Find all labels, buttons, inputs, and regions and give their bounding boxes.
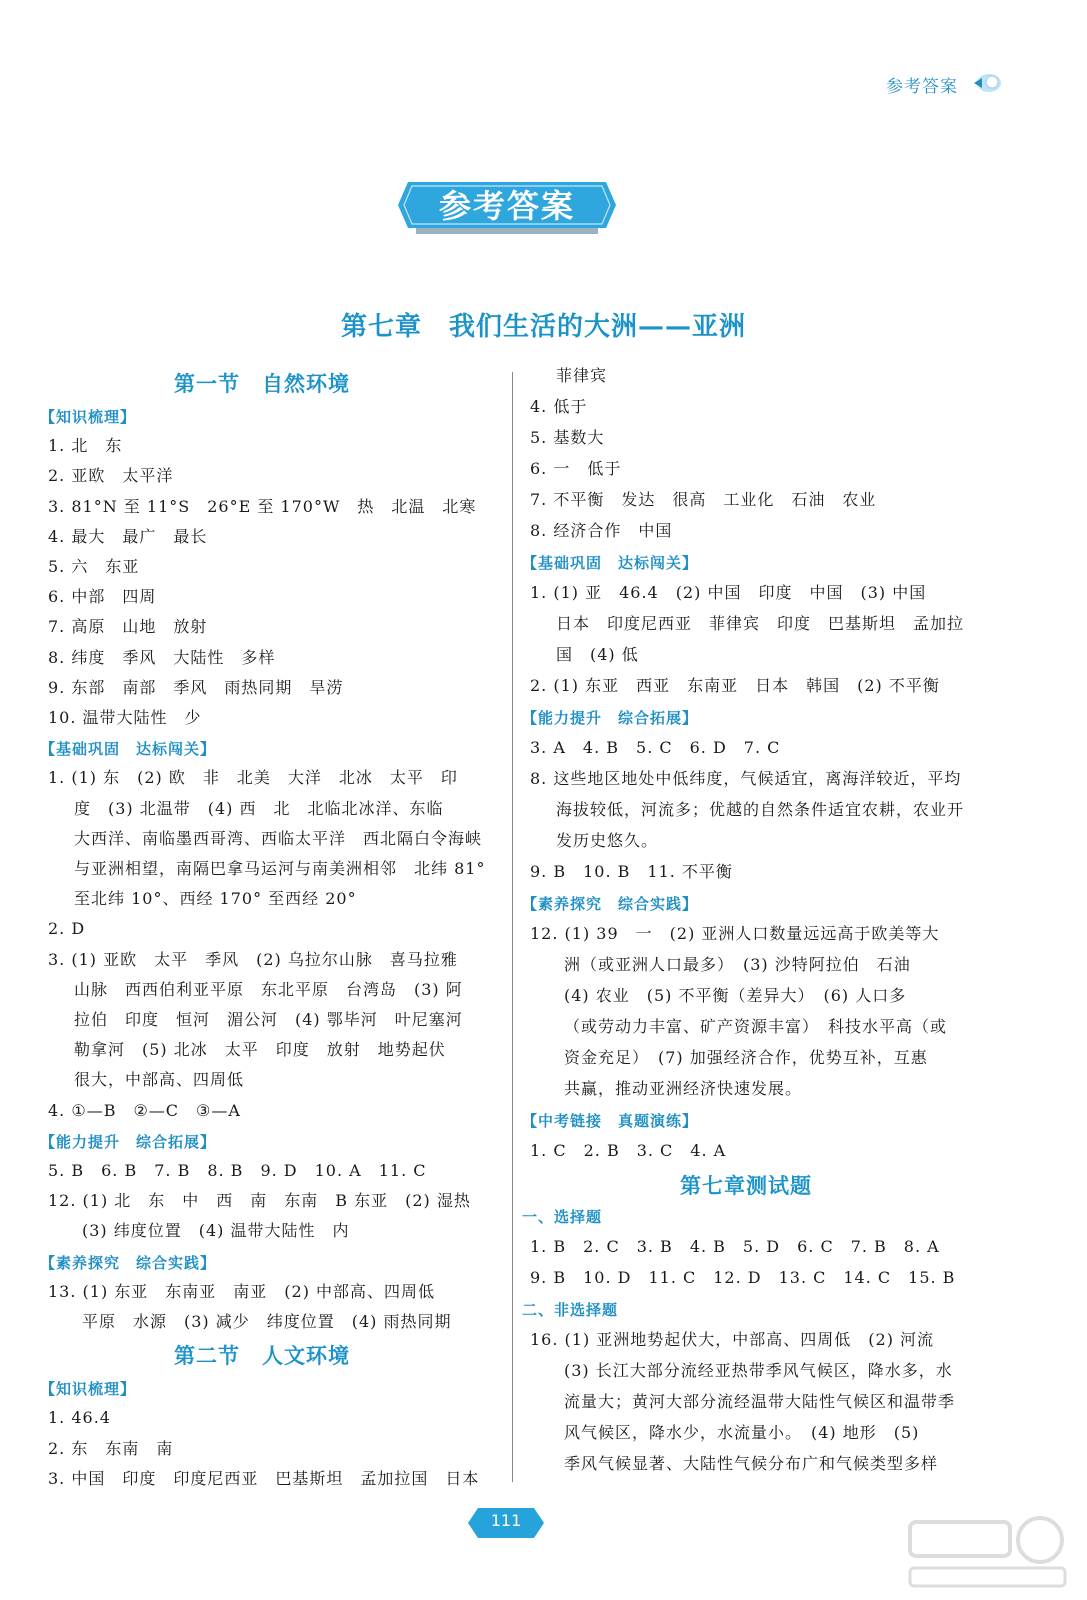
answer-line: 9. 东部 南部 季风 雨热同期 旱涝 (48, 677, 344, 697)
exercise-tag: 【基础巩固 达标闯关】 (40, 740, 217, 759)
answer-line: 5. B 6. B 7. B 8. B 9. D 10. A 11. C (48, 1161, 427, 1180)
answer-line: 3. A 4. B 5. C 6. D 7. C (530, 738, 781, 757)
answer-line: 8. 经济合作 中国 (530, 521, 673, 540)
chapter-title: 第七章 我们生活的大洲——亚洲 (340, 312, 746, 342)
banner-title: 参考答案 (438, 187, 575, 225)
answer-line: 5. 基数大 (530, 428, 605, 447)
answer-line: 与亚洲相望，南隔巴拿马运河与南美洲相邻 北纬 81° (74, 859, 486, 878)
book-decoration-icon (972, 72, 1002, 94)
answer-line: 7. 高原 山地 放射 (48, 617, 208, 637)
answer-line: 国 (4) 低 (556, 645, 639, 664)
answer-line: 资金充足） (7) 加强经济合作，优势互补，互惠 (564, 1048, 928, 1067)
answer-line: 12. (1) 北 东 中 西 南 东南 B 东亚 (2) 湿热 (48, 1191, 471, 1211)
answer-line: 7. 不平衡 发达 很高 工业化 石油 农业 (530, 490, 877, 509)
answer-line: 很大，中部高、四周低 (74, 1070, 245, 1090)
exercise-tag: 【能力提升 综合拓展】 (40, 1132, 217, 1151)
answer-line: 1. (1) 东 (2) 欧 非 北美 大洋 北冰 太平 印 (48, 768, 458, 788)
answer-line: 6. 中部 四周 (48, 587, 157, 607)
answer-line: 3. 中国 印度 印度尼西亚 巴基斯坦 孟加拉国 日本 (48, 1468, 480, 1488)
answer-line: 12. (1) 39 一 (2) 亚洲人口数量远远高于欧美等大 (530, 924, 940, 943)
answer-line: 风气候区，降水少，水流量小。 (4) 地形 (5) (564, 1423, 920, 1442)
exercise-tag: 【基础巩固 达标闯关】 (522, 554, 699, 572)
exercise-tag: 【素养探究 综合实践】 (40, 1253, 217, 1272)
answer-line: 1. C 2. B 3. C 4. A (530, 1141, 727, 1160)
section-heading: 第一节 自然环境 (174, 372, 350, 396)
answer-line: 度 (3) 北温带 (4) 西 北 北临北冰洋、东临 (74, 798, 444, 818)
answer-line: 1. B 2. C 3. B 4. B 5. D 6. C 7. B 8. A (530, 1237, 940, 1256)
answer-line: 6. 一 低于 (530, 459, 622, 478)
exercise-tag: 二、非选择题 (522, 1301, 619, 1319)
answer-line: 2. 亚欧 太平洋 (48, 466, 174, 486)
answer-line: 5. 六 东亚 (48, 557, 140, 576)
answer-line: 拉伯 印度 恒河 湄公河 (4) 鄂毕河 叶尼塞河 (74, 1010, 463, 1029)
answer-line: 4. 最大 最广 最长 (48, 526, 208, 546)
answer-line: 季风气候显著、大陆性气候分布广和气候类型多样 (564, 1454, 939, 1473)
answer-line: (3) 长江大部分流经亚热带季风气候区，降水多，水 (564, 1361, 953, 1380)
answer-line: 大西洋、南临墨西哥湾、西临太平洋 西北隔白令海峡 (74, 828, 483, 848)
answer-line: 2. 东 东南 南 (48, 1438, 174, 1458)
answer-line: （或劳动力丰富、矿产资源丰富） 科技水平高（或 (564, 1017, 948, 1036)
answer-line: 16. (1) 亚洲地势起伏大，中部高、四周低 (2) 河流 (530, 1330, 935, 1349)
answer-line: 10. 温带大陆性 少 (48, 708, 202, 727)
answer-line: 至北纬 10°、西经 170° 至西经 20° (74, 889, 357, 909)
exercise-tag: 【知识梳理】 (40, 1380, 137, 1399)
answer-line: 海拔较低，河流多；优越的自然条件适宜农耕，农业开 (556, 800, 965, 819)
answer-line: 洲（或亚洲人口最多） (3) 沙特阿拉伯 石油 (564, 955, 911, 974)
answer-line: 4. 低于 (530, 397, 588, 416)
exercise-tag: 【中考链接 真题演练】 (522, 1112, 699, 1130)
exercise-tag: 【能力提升 综合拓展】 (522, 709, 699, 727)
exercise-tag: 【素养探究 综合实践】 (522, 895, 699, 913)
answer-line: 共赢，推动亚洲经济快速发展。 (564, 1079, 803, 1098)
watermark-logo (900, 1512, 1070, 1592)
answer-line: 流量大；黄河大部分流经温带大陆性气候区和温带季 (564, 1392, 956, 1411)
answer-line: 1. 46.4 (48, 1408, 111, 1428)
exercise-tag: 一、选择题 (522, 1208, 603, 1226)
answer-line: 勒拿河 (5) 北冰 太平 印度 放射 地势起伏 (74, 1040, 446, 1060)
column-divider (512, 372, 513, 1482)
answer-line: 山脉 西西伯利亚平原 东北平原 台湾岛 (3) 阿 (74, 979, 463, 999)
answer-line: 9. B 10. B 11. 不平衡 (530, 862, 733, 881)
exercise-tag: 【知识梳理】 (40, 408, 137, 426)
page-number: 111 (490, 1511, 522, 1530)
answer-line: 发历史悠久。 (556, 831, 659, 850)
section-heading: 第二节 人文环境 (174, 1344, 350, 1369)
answer-line: 8. 纬度 季风 大陆性 多样 (48, 647, 276, 667)
answer-line: 菲律宾 (556, 366, 608, 385)
answer-line: (3) 纬度位置 (4) 温带大陆性 内 (82, 1221, 350, 1241)
section-heading: 第七章测试题 (680, 1174, 812, 1198)
answer-line: 13. (1) 东亚 东南亚 南亚 (2) 中部高、四周低 (48, 1281, 436, 1301)
answer-line: 4. ①—B ②—C ③—A (48, 1100, 241, 1120)
answer-line: (4) 农业 (5) 不平衡（差异大） (6) 人口多 (564, 986, 907, 1005)
answer-line: 日本 印度尼西亚 菲律宾 印度 巴基斯坦 孟加拉 (556, 614, 965, 633)
answer-line: 1. (1) 亚 46.4 (2) 中国 印度 中国 (3) 中国 (530, 583, 927, 602)
answer-line: 2. (1) 东亚 西亚 东南亚 日本 韩国 (2) 不平衡 (530, 676, 940, 695)
answer-line: 3. 81°N 至 11°S 26°E 至 170°W 热 北温 北寒 (48, 496, 477, 516)
answer-line: 1. 北 东 (48, 436, 123, 456)
running-header-title: 参考答案 (886, 77, 958, 97)
answer-line: 8. 这些地区地处中低纬度，气候适宜，离海洋较近，平均 (530, 769, 962, 788)
answer-line: 2. D (48, 919, 86, 939)
answer-line: 9. B 10. D 11. C 12. D 13. C 14. C 15. B (530, 1268, 956, 1287)
answer-line: 平原 水源 (3) 减少 纬度位置 (4) 雨热同期 (82, 1312, 452, 1331)
answer-line: 3. (1) 亚欧 太平 季风 (2) 乌拉尔山脉 喜马拉雅 (48, 949, 458, 969)
